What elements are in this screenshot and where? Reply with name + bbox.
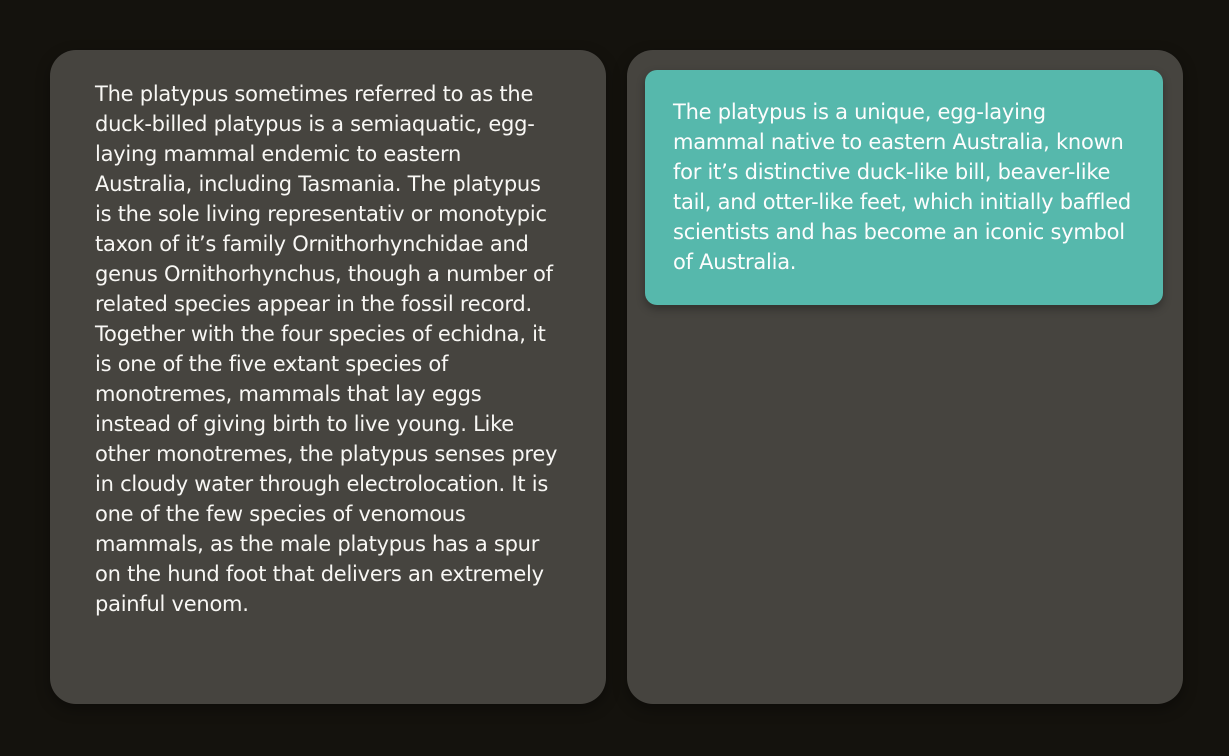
- source-text: The platypus sometimes referred to as the duck-billed platypus is a semiaquatic, egg-laying mammal endemic to eastern Australia, including Tasmania. The platypus is the sole living representativ or monotypic taxon of it’s family Ornithorhynchidae and genus Ornithorhynchus, though a number of related species appear in the fossil record. Together with the four species of echidna, it is one of the five extant species of monotremes, mammals that lay eggs instead of giving birth to live young. Like other monotremes, the platypus senses prey in cloudy water through electrolocation. It is one of the few species of venomous mammals, as the male platypus has a spur on the hund foot that delivers an extremely painful venom.: [95, 82, 558, 616]
- source-text-panel[interactable]: [50, 50, 606, 704]
- summary-panel: [627, 50, 1183, 704]
- summary-text: The platypus is a unique, egg-laying mammal native to eastern Australia, known for it’s distinctive duck-like bill, beaver-like tail, and otter-like feet, which initially baffled scientists and has become an iconic symbol of Australia.: [673, 100, 1132, 274]
- summary-box: [645, 70, 1163, 305]
